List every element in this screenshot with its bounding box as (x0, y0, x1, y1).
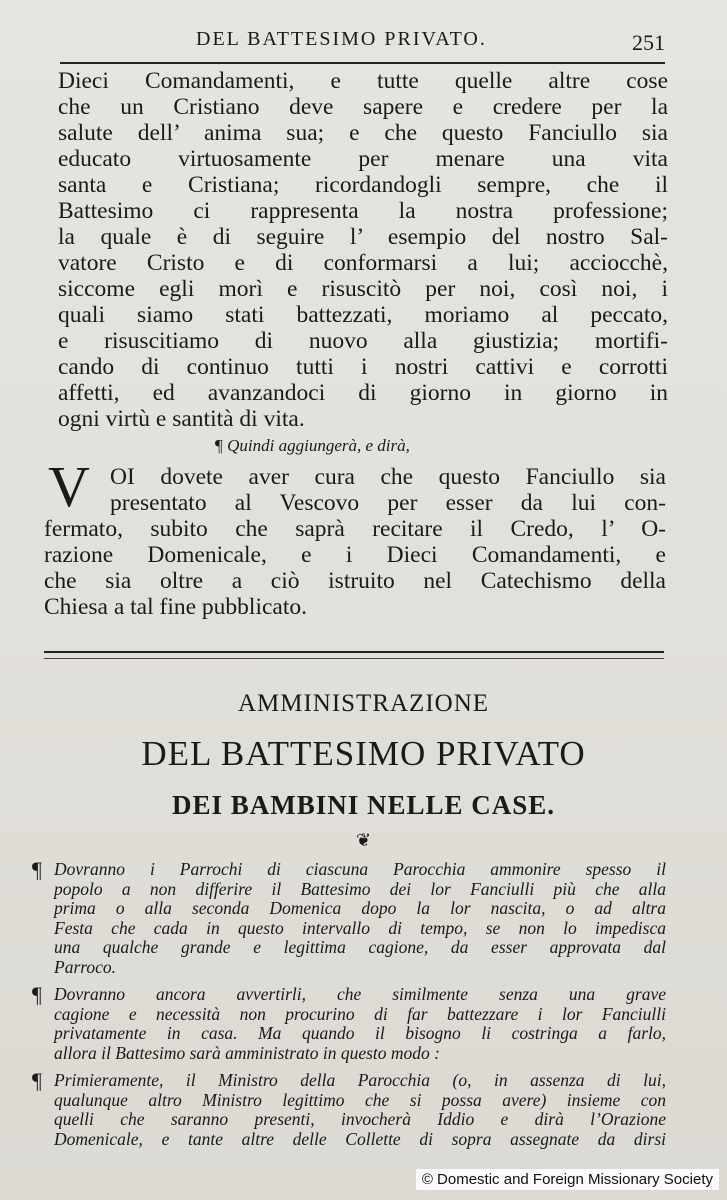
pilcrow-icon: ¶ (32, 857, 42, 882)
rubric-line: Dovranno i Parrochi di ciascuna Parocchia ammonire spesso il (54, 859, 666, 879)
section-rule-bottom (44, 658, 664, 659)
drop-cap: V (48, 454, 90, 519)
running-title: DEL BATTESIMO PRIVATO. (196, 28, 487, 50)
pilcrow-icon: ¶ (32, 982, 42, 1007)
rubric-paragraph (32, 857, 666, 977)
body-line: salute dell’ anima sua; e che questo Fanciullo sia (58, 120, 668, 146)
rubrics (32, 857, 666, 1157)
voi-line: OI dovete aver cura che questo Fanciullo sia (110, 464, 666, 490)
rubric-line: quelli che saranno presenti, invocherà Iddio e dirà l’Orazione (54, 1109, 666, 1129)
page-number: 251 (632, 30, 665, 55)
body-line: e risuscitiamo di nuovo alla giustizia; mortifi- (58, 328, 668, 354)
fleuron-ornament-icon: ❦ (355, 830, 372, 850)
body-line: educato virtuosamente per menare una vita (58, 146, 668, 172)
section-heading-3: DEI BAMBINI NELLE CASE. (171, 790, 556, 820)
rubric-paragraph (32, 1068, 666, 1149)
rubric-line: Primieramente, il Ministro della Parocchia (o, in assenza di lui, (54, 1070, 666, 1090)
rubric-line: privatamente in casa. Ma quando il bisogno li costringa a farlo, (54, 1023, 666, 1043)
body-line: che un Cristiano deve sapere e credere per la (58, 94, 668, 120)
body-line: ogni virtù e santità di vita. (58, 406, 305, 432)
voi-line: razione Domenicale, e i Dieci Comandamenti, e (44, 542, 666, 568)
rubric-line: allora il Battesimo sarà amministrato in questo modo : (54, 1042, 440, 1063)
body-line: cando di continuo tutti i nostri cattivi e corrotti (58, 354, 668, 380)
rubric-instruction: ¶ Quindi aggiungerà, e dirà, (214, 436, 410, 455)
body-line: Dieci Comandamenti, e tutte quelle altre cose (58, 68, 668, 94)
voi-paragraph (44, 454, 666, 620)
rubric-line: Domenicale, e tante altre delle Collette di sopra assegnate da dirsi (54, 1128, 666, 1149)
body-line: quali siamo stati battezzati, moriamo al peccato, (58, 302, 668, 328)
rubric-line: Parroco. (54, 956, 117, 977)
voi-line: presentato al Vescovo per esser da lui con- (110, 490, 666, 516)
voi-line: Chiesa a tal fine pubblicato. (44, 594, 307, 620)
section-heading-2: DEL BATTESIMO PRIVATO (141, 734, 586, 773)
body-line: santa e Cristiana; ricordandogli sempre, che il (58, 172, 668, 198)
pilcrow-icon: ¶ (32, 1068, 42, 1093)
body-line: affetti, ed avanzandoci di giorno in giorno in (58, 380, 668, 406)
rubric-line: qualunque altro Ministro legittimo che si possa avere) insieme con (54, 1089, 666, 1110)
body-line: vatore Cristo e di conformarsi a lui; acciocchè, (58, 250, 668, 276)
rubric-line: popolo a non differire il Battesimo dei lor Fanciulli più che alla (54, 878, 666, 899)
section-rule-top (44, 651, 664, 653)
rubric-line: Dovranno ancora avvertirli, che similmente senza una grave (54, 984, 666, 1004)
body-line: la quale è di seguire l’ esempio del nostro Sal- (58, 224, 668, 250)
rubric-paragraph (32, 982, 666, 1063)
rubric-line: prima o alla seconda Domenica dopo la lor nascita, o ad altra (54, 898, 666, 918)
voi-line: fermato, subito che saprà recitare il Credo, l’ O- (44, 516, 666, 542)
body-line: Battesimo ci rappresenta la nostra professione; (58, 198, 668, 224)
rubric-line: Festa che cada in questo intervallo di tempo, se non lo impedisca (54, 917, 666, 938)
body-paragraph (58, 68, 668, 432)
voi-line: che sia oltre a ciò istruito nel Catechismo della (44, 568, 666, 594)
rubric-line: una qualche grande e legittima cagione, da esser approvata dal (54, 937, 666, 957)
section-heading-1: AMMINISTRAZIONE (237, 690, 490, 717)
copyright-notice: © Domestic and Foreign Missionary Society (416, 1169, 719, 1190)
header-rule (60, 62, 665, 64)
rubric-line: cagione e necessità non procurino di far battezzare i lor Fanciulli (54, 1003, 666, 1024)
body-line: siccome egli morì e risuscitò per noi, così noi, i (58, 276, 668, 302)
running-head (44, 26, 669, 56)
